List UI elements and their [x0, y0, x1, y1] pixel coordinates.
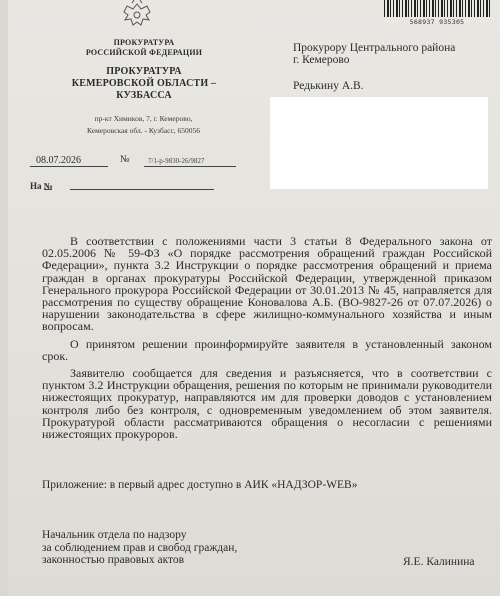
signatory-position	[42, 529, 282, 567]
document-date: 08.07.2026	[36, 155, 81, 166]
org-line-2: РОССИЙСКОЙ ФЕДЕРАЦИИ	[85, 48, 203, 57]
position-line-2: за соблюдением прав и свобод граждан,	[42, 541, 238, 554]
org-region-line-3: КУЗБАССА	[116, 90, 172, 101]
in-reply-to-label: На №	[30, 181, 53, 191]
number-sign: №	[120, 154, 130, 165]
body-paragraph-1: В соответствии с положениями части 3 статьи 8 Федерального закона от 02.05.2006 № 59-ФЗ «О порядке рассмотрения обращений граждан Российской Федерации», пункта 3.2 Инструкции о порядке рассмотрения обращений и приема граждан в органах прокуратуры Российской Федерации, утвержденной приказом Генерального прокурора Российской Федерации от 30.01.2013 № 45, направляется для рассмотрения по существу обращение Коновалова А.Б. (ВО-9827-26 от 07.07.2026) о нарушении законодательства в сфере жилищно-коммунального хозяйства и иным вопросам.	[42, 234, 492, 334]
recipient-block	[293, 42, 493, 66]
body-paragraph-3: Заявителю сообщается для сведения и разъясняется, что в соответствии с пунктом 3.2 Инструкции обращения, решения по которым не принимали руководители нижестоящих прокуратур, направляются им для проверки доводов с установлением контроля либо без контроля, с одновременным уведомлением об этом заявителя. Прокуратурой области рассматриваются обращения о несогласии с решениями нижестоящих прокуроров.	[42, 366, 492, 442]
org-region-line-2: КЕМЕРОВСКОЙ ОБЛАСТИ –	[71, 78, 217, 89]
body-paragraph-2: О принятом решении проинформируйте заявителя в установленный законом срок.	[42, 336, 492, 363]
date-underline	[30, 166, 108, 167]
address-line-1: пр-кт Химиков, 7, г. Кемерово,	[94, 114, 193, 123]
organization-address	[56, 113, 231, 137]
position-line-3: законностью правовых актов	[42, 554, 185, 566]
coat-of-arms-icon	[118, 0, 156, 30]
attachment-note: Приложение: в первый адрес доступно в АИК «НАДЗОР-WEB»	[42, 479, 358, 491]
barcode-bars	[384, 0, 490, 17]
recipient-line-1: Прокурору Центрального района	[293, 42, 456, 54]
redaction-box	[270, 97, 488, 189]
recipient-line-2: г. Кемерово	[293, 54, 350, 66]
org-line-1: ПРОКУРАТУРА	[113, 38, 175, 47]
registration-number: 7/1-р-9830-26/9827	[148, 157, 205, 165]
document-page	[8, 0, 500, 596]
in-reply-underline-1	[44, 189, 52, 190]
barcode-number: 568937 935305	[409, 18, 465, 26]
regional-organization-name	[64, 66, 224, 102]
organization-name	[64, 38, 224, 58]
letter-body	[42, 235, 492, 440]
org-region-line-1: ПРОКУРАТУРА	[106, 66, 182, 77]
recipient-name: Редькину А.В.	[293, 80, 364, 92]
position-line-1: Начальник отдела по надзору	[42, 529, 187, 541]
barcode	[384, 0, 490, 26]
address-line-2: Кемеровская обл. - Кузбасс, 650056	[86, 126, 201, 135]
signatory-name: Я.Е. Калинина	[403, 556, 475, 568]
reg-underline	[144, 166, 236, 167]
in-reply-underline-2	[70, 189, 214, 190]
